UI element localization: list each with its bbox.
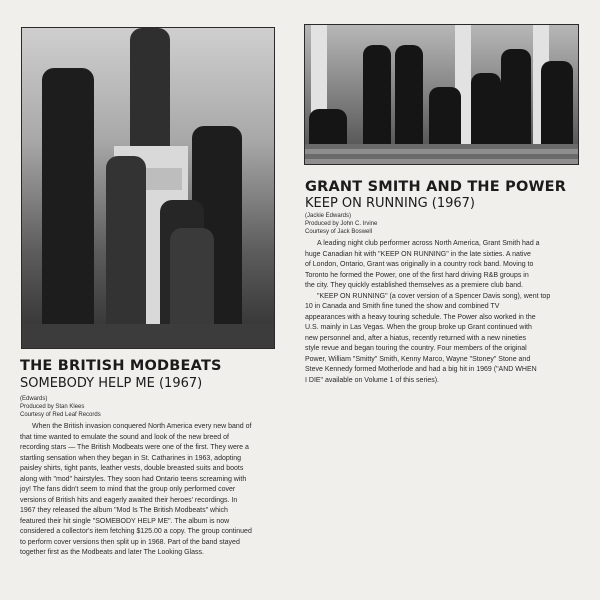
song-title-right: KEEP ON RUNNING (1967) (305, 196, 476, 211)
body-line: 10 in Canada and Smith fine tuned the show and combined TV (305, 303, 500, 310)
article-body-left (20, 422, 282, 559)
body-line: paisley shirts, tight pants, leather vests, double breasted suits and boots (20, 465, 244, 472)
article-body-right (305, 239, 581, 386)
credit-courtesy: Courtesy of Red Leaf Records (20, 412, 101, 418)
credits-right (305, 212, 377, 236)
body-line: along with "mod" hairstyles. They soon had Ontario teens screaming with (20, 475, 247, 483)
body-line: A leading night club performer across North America, Grant Smith had a (317, 240, 540, 247)
body-line: that time wanted to emulate the sound and look of the new breed of (20, 433, 229, 441)
body-line: of London, Ontario, Grant was originally in a country rock band. Moving to (305, 261, 534, 268)
statue-shape (130, 28, 170, 156)
credit-courtesy: Courtesy of Jack Boswell (305, 229, 373, 235)
band-photo-grant-smith (304, 24, 579, 165)
body-line: startling sensation when they began in St. Catharines in 1963, adopting (20, 454, 242, 462)
band-photo-modbeats (21, 27, 275, 349)
body-line: the city. They quickly established themselves as a premiere club band. (305, 282, 524, 289)
band-member-figure (106, 156, 146, 348)
body-line: Power, William "Smitty" Smith, Kenny Marco, Wayne "Stoney" Stone and (305, 355, 531, 363)
photo-ground (22, 324, 274, 348)
credit-writer: (Edwards) (20, 396, 48, 402)
body-line: versions of British hits and eagerly awaited their heroes' recordings. In (20, 496, 238, 504)
body-line: 1967 they released the album "Mod Is The British Modbeats" which (20, 507, 228, 514)
body-line: Toronto he formed the Power, one of the first hard driving R&B groups in (305, 271, 529, 279)
body-line: When the British invasion conquered North America every new band of (32, 423, 252, 430)
credits-left (20, 395, 101, 419)
band-member-figure (42, 68, 94, 348)
body-line: featured their hit single "SOMEBODY HELP ME". The album is now (20, 517, 230, 525)
body-line: appearances with a heavy touring schedule. The Power also worked in the (305, 313, 536, 321)
band-title-right: GRANT SMITH AND THE POWER (305, 179, 567, 195)
body-line: U.S. mainly in Las Vegas. When the group broke up Grant continued with (305, 324, 532, 331)
band-title-left: THE BRITISH MODBEATS (20, 358, 222, 374)
body-line: new personnel and, after a hiatus, recently returned with a new nineties (305, 334, 527, 342)
body-line: huge Canadian hit with "KEEP ON RUNNING" in the late sixties. A native (305, 250, 531, 258)
body-line: Steve Kennedy formed Motherlode and had a big hit in 1969 ("AND WHEN (305, 366, 537, 373)
body-line: considered a collector's item fetching $125.00 a copy. The group continued (20, 528, 252, 535)
body-line: I DIE" available on Volume 1 of this series). (305, 376, 439, 384)
credit-writer: (Jackie Edwards) (305, 213, 352, 219)
body-line: "KEEP ON RUNNING" (a cover version of a Spencer Davis song), went top (317, 292, 551, 300)
song-title-left: SOMEBODY HELP ME (1967) (20, 376, 203, 391)
body-line: to perform cover versions then split up in 1968. Part of the band stayed (20, 538, 240, 546)
body-line: recording stars — The British Modbeats were one of the first. They were a (20, 444, 249, 451)
photo-stairs (305, 144, 578, 164)
credit-producer: Produced by Stan Klees (20, 404, 85, 410)
body-line: together first as the Modbeats and later The Looking Glass. (20, 549, 204, 556)
body-line: style revue and began touring the country. Four members of the original (305, 345, 527, 352)
body-line: joy! The fans didn't seem to mind that the group only performed cover (20, 486, 236, 493)
credit-producer: Produced by John C. Irvine (305, 221, 378, 227)
